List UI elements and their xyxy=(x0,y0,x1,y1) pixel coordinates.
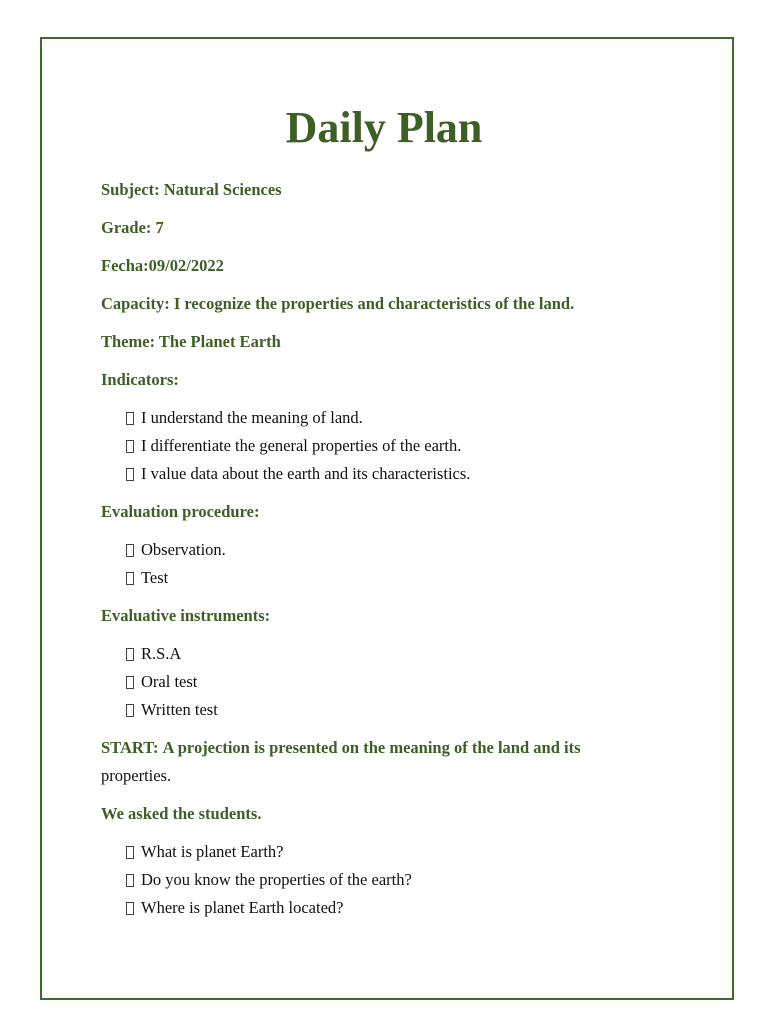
indicators-heading: Indicators: xyxy=(101,370,179,389)
theme-line: Theme: The Planet Earth xyxy=(101,332,281,351)
bullet-box-icon xyxy=(126,846,134,859)
grade-line: Grade: 7 xyxy=(101,218,164,237)
indicators-list xyxy=(101,404,661,488)
bullet-box-icon xyxy=(126,572,134,585)
evaluation-procedure-list xyxy=(101,536,661,592)
bullet-box-icon xyxy=(126,440,134,453)
bullet-box-icon xyxy=(126,412,134,425)
list-item xyxy=(126,404,661,432)
list-item-text: What is planet Earth? xyxy=(141,842,284,861)
list-item-text: I differentiate the general properties of the earth. xyxy=(141,436,462,455)
questions-heading: We asked the students. xyxy=(101,804,262,823)
document-body xyxy=(101,176,661,932)
questions-list xyxy=(101,838,661,922)
date-line: Fecha:09/02/2022 xyxy=(101,256,224,275)
list-item xyxy=(126,564,661,592)
list-item-text: Oral test xyxy=(141,672,198,691)
start-paragraph xyxy=(101,734,641,790)
list-item-text: Do you know the properties of the earth? xyxy=(141,870,412,889)
bullet-box-icon xyxy=(126,902,134,915)
list-item-text: Test xyxy=(141,568,169,587)
list-item xyxy=(126,460,661,488)
start-text-bold: A projection is presented on the meaning of the land and its xyxy=(162,738,581,757)
evaluative-instruments-heading: Evaluative instruments: xyxy=(101,606,271,625)
bullet-box-icon xyxy=(126,468,134,481)
bullet-box-icon xyxy=(126,704,134,717)
bullet-box-icon xyxy=(126,874,134,887)
start-label: START: xyxy=(101,738,159,757)
bullet-box-icon xyxy=(126,676,134,689)
list-item xyxy=(126,696,661,724)
bullet-box-icon xyxy=(126,544,134,557)
list-item-text: R.S.A xyxy=(141,644,182,663)
list-item xyxy=(126,640,661,668)
page-title: Daily Plan xyxy=(285,103,483,152)
evaluative-instruments-list xyxy=(101,640,661,724)
evaluation-procedure-heading: Evaluation procedure: xyxy=(101,502,260,521)
list-item-text: Written test xyxy=(141,700,218,719)
list-item xyxy=(126,668,661,696)
list-item-text: Where is planet Earth located? xyxy=(141,898,344,917)
start-text-plain: properties. xyxy=(101,766,172,785)
list-item xyxy=(126,894,661,922)
list-item-text: I value data about the earth and its characteristics. xyxy=(141,464,471,483)
list-item xyxy=(126,536,661,564)
bullet-box-icon xyxy=(126,648,134,661)
list-item xyxy=(126,432,661,460)
capacity-line: Capacity: I recognize the properties and characteristics of the land. xyxy=(101,294,575,313)
list-item-text: I understand the meaning of land. xyxy=(141,408,363,427)
list-item xyxy=(126,866,661,894)
list-item xyxy=(126,838,661,866)
subject-line: Subject: Natural Sciences xyxy=(101,180,282,199)
list-item-text: Observation. xyxy=(141,540,226,559)
